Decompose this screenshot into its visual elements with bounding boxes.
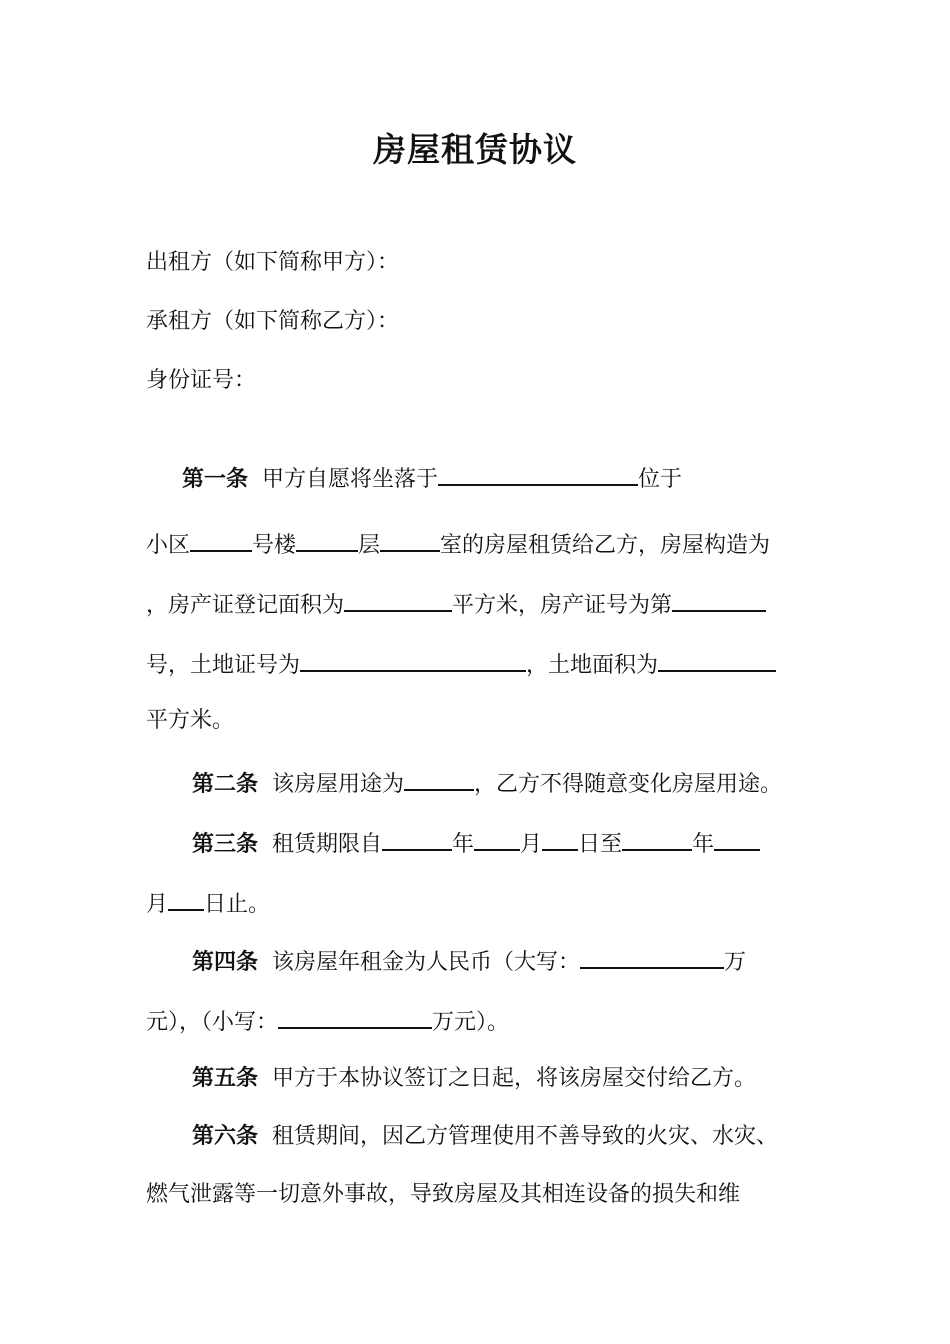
article-4-text: 万元）。 (432, 1010, 510, 1035)
article-5-heading: 第五条 (192, 1065, 259, 1091)
article-1-text: ，房产证登记面积为 (146, 593, 345, 618)
article-2-line-1 (192, 765, 782, 800)
article-3-text: 月 (146, 892, 169, 917)
article-4-text: 万 (724, 950, 747, 975)
article-3-text: 月 (520, 832, 543, 857)
article-3-text: 租赁期限自 (272, 832, 383, 857)
land-area-blank[interactable] (658, 646, 776, 672)
article-3-text: 年 (692, 832, 715, 857)
end-day-blank[interactable] (168, 885, 204, 911)
article-4-heading: 第四条 (192, 949, 259, 975)
article-3-line-1 (192, 825, 760, 860)
registered-area-blank[interactable] (344, 586, 452, 612)
article-1-text: 平方米，房产证号为第 (452, 593, 673, 618)
article-5-text: 甲方于本协议签订之日起，将该房屋交付给乙方。 (272, 1066, 757, 1091)
start-day-blank[interactable] (542, 825, 578, 851)
article-1-text: 甲方自愿将坐落于 (262, 467, 439, 492)
start-year-blank[interactable] (382, 825, 452, 851)
article-4-line-2 (146, 1003, 509, 1038)
article-3-heading: 第三条 (192, 831, 259, 857)
room-blank[interactable] (380, 526, 440, 552)
article-4-text: 该房屋年租金为人民币（大写： (272, 950, 581, 975)
id-number-line: 身份证号： (146, 368, 257, 393)
article-1-text: 平方米。 (146, 708, 235, 733)
article-2-heading: 第二条 (192, 771, 259, 797)
article-6-line-2 (146, 1180, 740, 1210)
article-1-line-2 (146, 526, 770, 561)
usage-blank[interactable] (404, 765, 474, 791)
article-6-text: 燃气泄露等一切意外事故，导致房屋及其相连设备的损失和维 (146, 1182, 741, 1207)
article-1-text: 小区 (146, 533, 191, 558)
land-cert-blank[interactable] (300, 646, 526, 672)
article-3-text: 日至 (578, 832, 623, 857)
article-2-text: ，乙方不得随意变化房屋用途。 (474, 772, 783, 797)
article-6-heading: 第六条 (192, 1123, 259, 1149)
article-2-text: 该房屋用途为 (272, 772, 405, 797)
article-6-text: 租赁期间，因乙方管理使用不善导致的火灾、水灾、 (272, 1124, 779, 1149)
article-5-line-1 (192, 1063, 756, 1094)
article-1-line-5 (146, 706, 234, 736)
article-1-text: 位于 (638, 467, 683, 492)
lessee-line: 承租方（如下简称乙方）： (146, 309, 400, 334)
end-year-blank[interactable] (622, 825, 692, 851)
article-1-text: 号，土地证号为 (146, 653, 301, 678)
article-1-line-1 (182, 460, 682, 495)
article-4-text: 元），（小写： (146, 1010, 279, 1035)
article-3-text: 年 (452, 832, 475, 857)
property-cert-blank[interactable] (672, 586, 766, 612)
lessor-line: 出租方（如下简称甲方）： (146, 250, 400, 275)
building-blank[interactable] (190, 526, 252, 552)
article-1-text: ，土地面积为 (526, 653, 659, 678)
article-1-heading: 第一条 (182, 466, 249, 492)
floor-blank[interactable] (296, 526, 358, 552)
article-1-text: 室的房屋租赁给乙方，房屋构造为 (440, 533, 771, 558)
article-1-text: 号楼 (252, 533, 297, 558)
start-month-blank[interactable] (474, 825, 520, 851)
article-1-text: 层 (358, 533, 381, 558)
article-6-line-1 (192, 1121, 778, 1152)
article-4-line-1 (192, 943, 746, 978)
article-3-line-2 (146, 885, 270, 920)
rent-numeric-blank[interactable] (278, 1003, 432, 1029)
article-3-text: 日止。 (204, 892, 271, 917)
article-1-line-3 (146, 586, 766, 621)
rent-capital-blank[interactable] (580, 943, 724, 969)
document-title: 房屋租赁协议 (373, 130, 577, 169)
end-month-blank[interactable] (714, 825, 760, 851)
article-1-line-4 (146, 646, 776, 681)
location-blank[interactable] (438, 460, 638, 486)
